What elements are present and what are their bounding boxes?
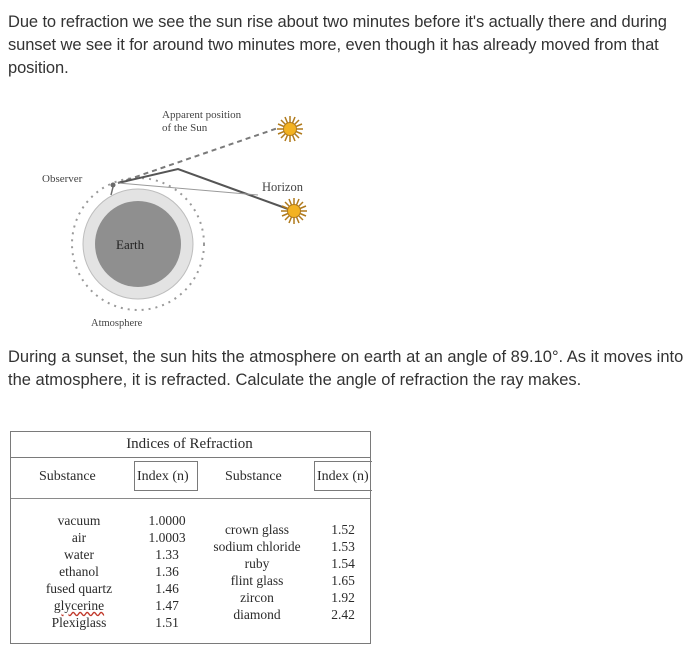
list-item: glycerine [53,598,105,613]
header-substance-2: Substance [225,469,282,484]
list-item: 1.53 [331,539,355,554]
observer-icon [111,183,116,196]
list-item: flint glass [230,573,284,588]
list-item: fused quartz [45,581,113,596]
list-item: ruby [244,556,270,571]
refraction-diagram [0,95,700,340]
list-item: 1.52 [331,522,355,537]
horizon-label: Horizon [262,180,303,194]
apparent-position-label-line2: of the Sun [162,122,208,134]
header-divider [11,498,370,499]
list-item: 1.36 [155,564,179,579]
list-item: zircon [240,590,274,605]
list-item: 1.47 [155,598,179,613]
list-item: 1.33 [155,547,179,562]
list-item: Plexiglass [51,615,107,630]
list-item: sodium chloride [213,539,301,554]
intro-paragraph: Due to refraction we see the sun rise about two minutes before it's actually there and during sunset we see it for around two minutes more, even though it has already moved from that position. [8,13,667,77]
right-index-column [317,521,369,623]
list-item: ethanol [59,564,99,579]
header-index-2: Index (n) [317,469,369,484]
header-rule [11,457,370,458]
atmosphere-label: Atmosphere [91,318,143,329]
list-item: crown glass [224,522,290,537]
apparent-position-label-line1: Apparent position [162,109,242,121]
left-index-column [135,512,199,631]
left-substance-column [29,512,129,631]
header-substance-1: Substance [39,469,96,484]
apparent-sun-icon [277,116,303,142]
list-item: 2.42 [331,607,355,622]
list-item: 1.92 [331,590,355,605]
list-item: water [64,547,94,562]
observer-label: Observer [42,173,83,185]
list-item: air [71,530,87,545]
list-item: vacuum [57,513,101,528]
apparent-ray-line [118,128,278,183]
refraction-index-table [10,431,371,644]
list-item: 1.46 [155,581,179,596]
list-item: 1.51 [155,615,179,630]
header-index-1: Index (n) [137,469,189,484]
list-item: diamond [233,607,281,622]
table-title: Indices of Refraction [126,436,253,452]
actual-sun-icon [281,198,307,224]
list-item: 1.0000 [148,513,186,528]
list-item: 1.54 [331,556,355,571]
earth-label: Earth [116,237,145,252]
right-substance-column [204,521,310,623]
list-item: 1.0003 [148,530,186,545]
list-item: 1.65 [331,573,355,588]
question-paragraph: During a sunset, the sun hits the atmosphere on earth at an angle of 89.10°. As it moves into the atmosphere, it is refracted. Calculate the angle of refraction the ray makes. [8,348,684,389]
